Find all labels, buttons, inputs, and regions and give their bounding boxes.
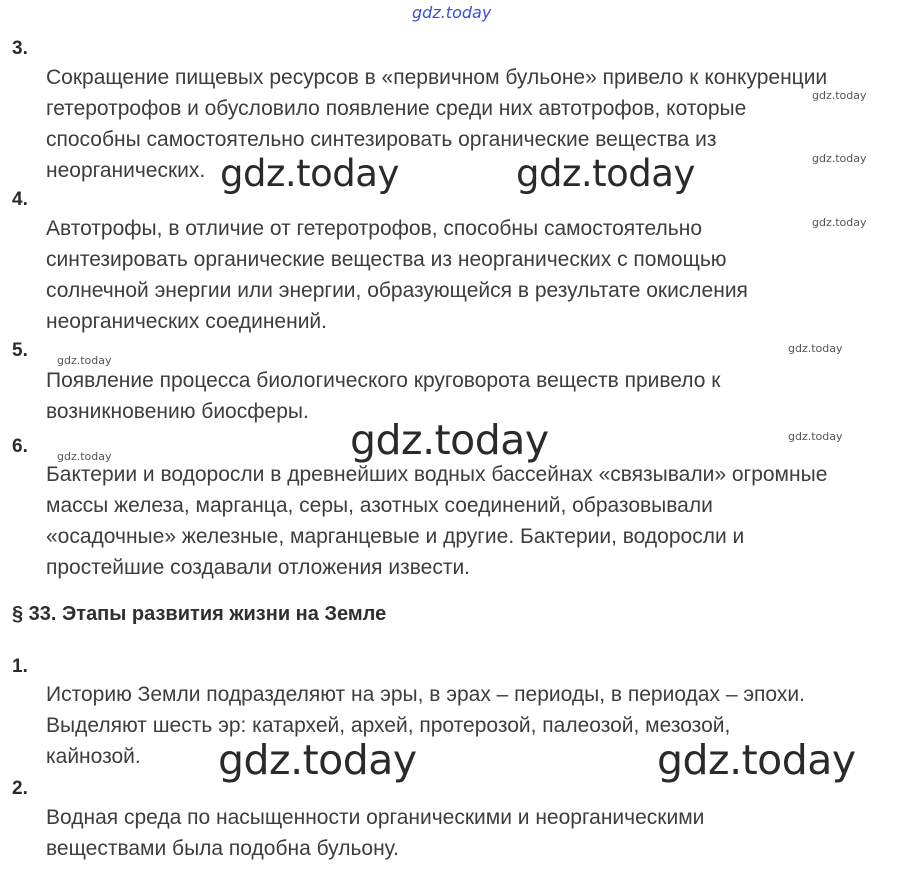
item-number: 5. bbox=[12, 340, 28, 361]
text-line: Историю Земли подразделяют на эры, в эрах – периоды, в периодах – эпохи. bbox=[46, 683, 805, 706]
text-line: массы железа, марганца, серы, азотных соединений, образовывали bbox=[46, 494, 713, 517]
watermark-small: gdz.today bbox=[812, 152, 867, 165]
watermark-small: gdz.today bbox=[57, 450, 112, 463]
watermark: gdz.today bbox=[516, 152, 695, 195]
text-line: простейшие создавали отложения извести. bbox=[46, 556, 471, 579]
watermark-small: gdz.today bbox=[812, 216, 867, 229]
text-line: солнечной энергии или энергии, образующейся в результате окисления bbox=[46, 279, 748, 302]
text-line: неорганических. bbox=[46, 159, 206, 182]
item-text bbox=[46, 802, 704, 864]
watermark-small: gdz.today bbox=[788, 342, 843, 355]
item-number: 1. bbox=[12, 656, 28, 677]
watermark: gdz.today bbox=[657, 736, 856, 784]
watermark-top: gdz.today bbox=[412, 3, 492, 22]
text-line: Сокращение пищевых ресурсов в «первичном бульоне» привело к конкуренции bbox=[46, 66, 828, 89]
text-line: веществами была подобна бульону. bbox=[46, 837, 399, 860]
text-line: способны самостоятельно синтезировать органические вещества из bbox=[46, 128, 717, 151]
watermark: gdz.today bbox=[350, 416, 549, 464]
item-text bbox=[46, 213, 748, 337]
text-line: неорганических соединений. bbox=[46, 310, 327, 333]
item-number: 4. bbox=[12, 189, 28, 210]
item-text bbox=[46, 459, 827, 583]
item-text bbox=[46, 62, 827, 186]
text-line: Появление процесса биологического круговорота веществ привело к bbox=[46, 369, 721, 392]
text-line: Автотрофы, в отличие от гетеротрофов, способны самостоятельно bbox=[46, 217, 703, 240]
watermark: gdz.today bbox=[220, 152, 399, 195]
section-heading: § 33. Этапы развития жизни на Земле bbox=[12, 603, 387, 625]
text-line: Выделяют шесть эр: катархей, архей, протерозой, палеозой, мезозой, bbox=[46, 714, 731, 737]
watermark: gdz.today bbox=[218, 736, 417, 784]
watermark-small: gdz.today bbox=[812, 89, 867, 102]
item-number: 2. bbox=[12, 778, 28, 799]
text-line: «осадочные» железные, марганцевые и другие. Бактерии, водоросли и bbox=[46, 525, 745, 548]
text-line: кайнозой. bbox=[46, 745, 141, 768]
watermark-small: gdz.today bbox=[788, 430, 843, 443]
text-line: Бактерии и водоросли в древнейших водных бассейнах «связывали» огромные bbox=[46, 463, 828, 486]
text-line: Водная среда по насыщенности органическими и неорганическими bbox=[46, 806, 705, 829]
text-line: синтезировать органические вещества из неорганических с помощью bbox=[46, 248, 727, 271]
text-line: гетеротрофов и обусловило появление среди них автотрофов, которые bbox=[46, 97, 747, 120]
watermark-small: gdz.today bbox=[57, 354, 112, 367]
text-line: возникновению биосферы. bbox=[46, 400, 309, 423]
item-number: 3. bbox=[12, 38, 28, 59]
item-number: 6. bbox=[12, 436, 28, 457]
